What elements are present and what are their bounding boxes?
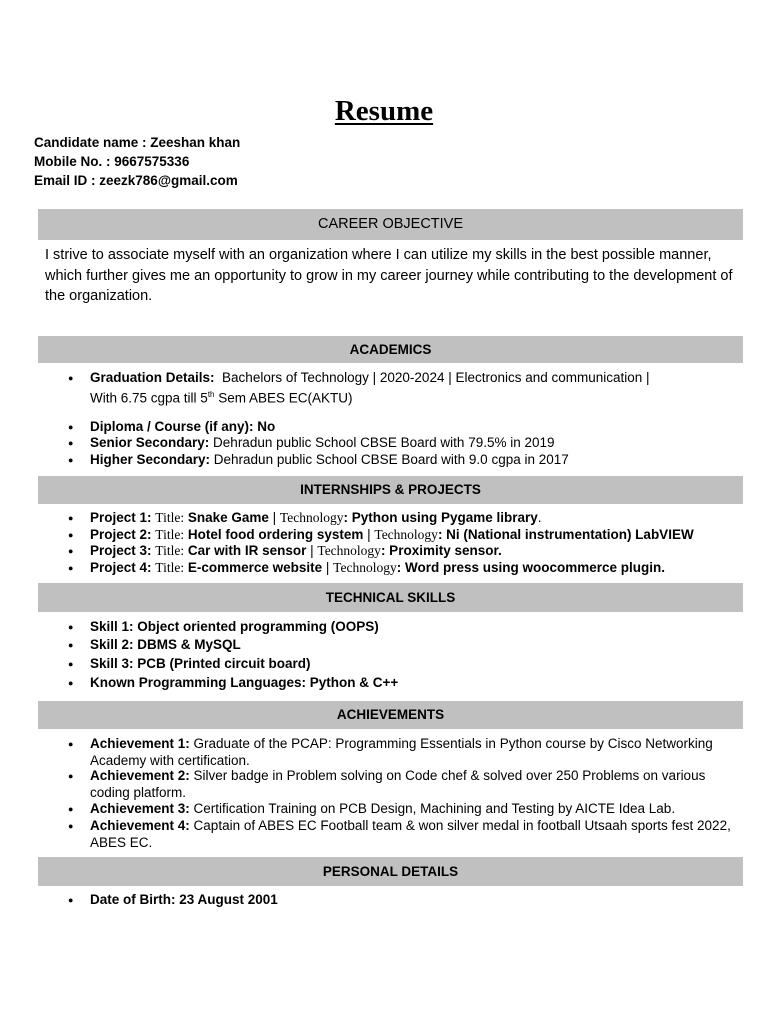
project-title: Hotel food ordering system [187,527,364,542]
list-item-date-of-birth: ● Date of Birth: 23 August 2001 [90,892,740,909]
candidate-name: Candidate name : Zeeshan khan [34,135,241,150]
senior-label: Senior Secondary: [90,435,210,450]
project-title: Snake Game [187,510,269,525]
project-tech-label: Technology [317,543,381,558]
list-item-project-1: ● Project 1: Title: Snake Game | Technology: Python using Pygame library. [90,510,740,527]
project-label: Project 3: [90,543,152,558]
section-header-projects: INTERNSHIPS & PROJECTS [38,476,743,504]
project-title-label: Title: [155,543,185,558]
project-tech-label: Technology [279,510,344,525]
graduation-line2-post: Sem ABES EC(AKTU) [214,390,353,405]
list-item-skill-2: ● Skill 2: DBMS & MySQL [90,637,740,654]
achievement-3-label: Achievement 3: [90,801,190,816]
list-item-skill-1: ● Skill 1: Object oriented programming (OOPS) [90,619,740,636]
graduation-line2-pre: With 6.75 cgpa till 5 [90,390,208,405]
list-item-project-3: ● Project 3: Title: Car with IR sensor | Technology: Proximity sensor. [90,543,740,560]
achievement-4-label: Achievement 4: [90,818,190,833]
list-item-senior-secondary [90,435,740,452]
section-header-personal-details: PERSONAL DETAILS [38,857,743,886]
higher-label: Higher Secondary: [90,452,211,467]
project-title: Car with IR sensor [187,543,307,558]
list-item-languages: ● Known Programming Languages: Python & C++ [90,675,740,692]
project-tech-label: Technology [374,527,438,542]
achievement-3-text: Certification Training on PCB Design, Machining and Testing by AICTE Idea Lab. [189,801,676,816]
project-label: Project 1: [90,510,152,525]
section-header-achievements: ACHIEVEMENTS [38,701,743,729]
achievement-1-label: Achievement 1: [90,736,190,751]
project-tech-label: Technology [333,560,397,575]
project-tech: : Proximity sensor. [380,543,502,558]
list-item-project-4: ● Project 4: Title: E-commerce website | Technology: Word press using woocommerce plugin. [90,560,740,577]
page-title: Resume [334,95,434,127]
contact-block [34,133,240,190]
list-item-achievement-3 [90,801,740,818]
graduation-sup: th [207,389,215,399]
project-label: Project 2: [90,527,152,542]
project-tech: : Word press using woocommerce plugin. [396,560,666,575]
career-objective-text: I strive to associate myself with an organization where I can utilize my skills in the best possible manner, which further gives me an opportunity to grow in my career journey while contributing to the development of the organization. [45,247,733,304]
project-tech: : Ni (National instrumentation) LabVIEW [437,527,694,542]
graduation-line1: Bachelors of Technology | 2020-2024 | Electronics and communication | [222,370,650,385]
list-item-diploma: ● Diploma / Course (if any): No [90,419,740,436]
project-end: . [537,510,542,525]
senior-value: Dehradun public School CBSE Board with 79.5% in 2019 [209,435,555,450]
project-title: E-commerce website [187,560,323,575]
list-item-achievement-1 [90,736,740,769]
list-item-project-2: ● Project 2: Title: Hotel food ordering system | Technology: Ni (National instrumentation) LabVIEW [90,527,740,544]
list-item-skill-3: ● Skill 3: PCB (Printed circuit board) [90,656,740,673]
section-header-academics: ACADEMICS [38,336,743,363]
achievement-2-label: Achievement 2: [90,768,190,783]
project-tech: : Python using Pygame library [343,510,538,525]
project-label: Project 4: [90,560,152,575]
achievement-1-text: Graduate of the PCAP: Programming Essentials in Python course by Cisco Networking Academy with certification. [90,736,713,768]
achievement-2-text: Silver badge in Problem solving on Code chef & solved over 250 Problems on various coding platform. [90,768,706,800]
project-title-label: Title: [155,527,185,542]
higher-value: Dehradun public School CBSE Board with 9.0 cgpa in 2017 [210,452,569,467]
section-header-technical-skills: TECHNICAL SKILLS [38,583,743,612]
mobile-number: Mobile No. : 9667575336 [34,154,190,169]
list-item-higher-secondary [90,452,740,469]
project-title-label: Title: [155,510,185,525]
email-id: Email ID : zeezk786@gmail.com [34,173,238,188]
graduation-label: Graduation Details: [90,370,215,385]
list-item-graduation [90,370,740,407]
list-item-achievement-2 [90,768,740,801]
section-header-career-objective: CAREER OBJECTIVE [38,209,743,240]
achievement-4-text: Captain of ABES EC Football team & won silver medal in football Utsaah sports fest 2022, ABES EC. [90,818,731,850]
list-item-achievement-4 [90,818,740,851]
project-title-label: Title: [155,560,185,575]
